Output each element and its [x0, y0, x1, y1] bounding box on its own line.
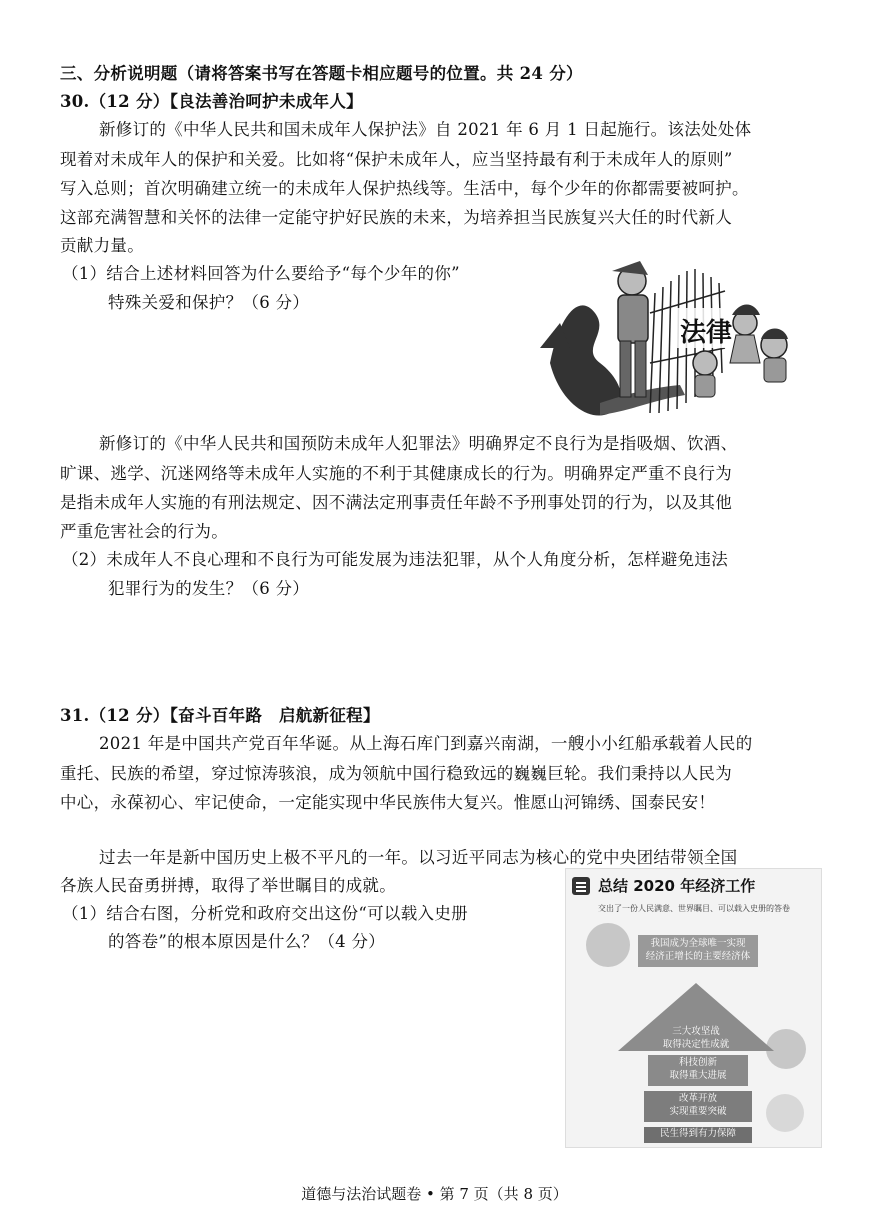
child-head — [693, 351, 717, 375]
q30-para2-line: 旷课、逃学、沉迷网络等未成年人实施的不利于其健康成长的行为。明确界定严重不良行为 — [60, 464, 732, 483]
q30-sub1-line: 特殊关爱和保护？（6 分） — [108, 293, 310, 312]
section-heading: 三、分析说明题（请将答案书写在答题卡相应题号的位置。共 24 分） — [60, 64, 583, 83]
q31-para1-line: 2021 年是中国共产党百年华诞。从上海石库门到嘉兴南湖，一艘小小红船承载着人民的 — [99, 734, 753, 753]
infographic-subtitle: 交出了一份人民满意、世界瞩目、可以载入史册的答卷 — [598, 904, 790, 913]
q30-para1-line: 贡献力量。 — [60, 236, 144, 255]
q31-para2-line: 过去一年是新中国历史上极不平凡的一年。以习近平同志为核心的党中央团结带领全国 — [99, 848, 738, 867]
economic-summary-infographic — [565, 868, 822, 1148]
q30-para1-line: 现着对未成年人的保护和关爱。比如将“保护未成年人，应当坚持最有利于未成年人的原则” — [60, 150, 733, 169]
achievement-block — [654, 1025, 738, 1053]
infographic-title: 总结 2020 年经济工作 — [598, 877, 756, 895]
check-decoration — [766, 1094, 804, 1132]
document-icon — [572, 877, 590, 895]
q30-para1-line: 写入总则；首次明确建立统一的未成年人保护热线等。生活中，每个少年的你都需要被呵护。 — [60, 179, 749, 198]
cartoon-label: 法律 — [680, 318, 733, 348]
q30-para2-line: 新修订的《中华人民共和国预防未成年人犯罪法》明确界定不良行为是指吸烟、饮酒、 — [99, 434, 738, 453]
q31-para2-line: 各族人民奋勇拼搏，取得了举世瞩目的成就。 — [60, 876, 396, 895]
achievement-text: 实现重要突破 — [669, 1106, 727, 1117]
achievement-block — [648, 1055, 748, 1086]
q30-para2-line: 是指未成年人实施的有刑法规定、因不满法定刑事责任年龄不予刑事处罚的行为，以及其他 — [60, 493, 732, 512]
achievement-text: 我国成为全球唯一实现 — [650, 938, 746, 949]
q30-sub2-line: 犯罪行为的发生？（6 分） — [108, 579, 310, 598]
q30-para1-line: 新修订的《中华人民共和国未成年人保护法》自 2021 年 6 月 1 日起施行。该法处处体 — [99, 120, 752, 139]
q30-sub1-line: （1）结合上述材料回答为什么要给予“每个少年的你” — [62, 264, 460, 283]
q30-para1-line: 这部充满智慧和关怀的法律一定能守护好民族的未来，为培养担当民族复兴大任的时代新人 — [60, 208, 732, 227]
page-footer: 道德与法治试题卷 • 第 7 页（共 8 页） — [301, 1185, 568, 1203]
q30-para2-line: 严重危害社会的行为。 — [60, 522, 228, 541]
achievement-text: 经济正增长的主要经济体 — [645, 951, 751, 962]
q30-title: 30.（12 分）【良法善治呵护未成年人】 — [60, 92, 363, 111]
achievement-text: 取得重大进展 — [669, 1070, 727, 1081]
q31-para1-line: 中心，永葆初心、牢记使命，一定能实现中华民族伟大复兴。惟愿山河锦绣、国泰民安！ — [60, 793, 716, 812]
achievement-text: 改革开放 — [678, 1093, 717, 1104]
q31-sub1-line: 的答卷”的根本原因是什么？（4 分） — [108, 932, 386, 951]
cartoon-illustration — [540, 253, 805, 443]
q31-sub1-line: （1）结合右图，分析党和政府交出这份“可以载入史册 — [62, 904, 468, 923]
achievement-text: 科技创新 — [678, 1057, 717, 1068]
q31-title: 31.（12 分）【奋斗百年路 启航新征程】 — [60, 706, 380, 725]
achievement-text: 三大攻坚战 — [672, 1026, 720, 1037]
q31-para1-line: 重托、民族的希望，穿过惊涛骇浪，成为领航中国行稳致远的巍巍巨轮。我们秉持以人民为 — [60, 764, 732, 783]
achievement-block: 民生得到有力保障 — [644, 1127, 752, 1143]
achievement-block — [644, 1091, 752, 1122]
q30-sub2-line: （2）未成年人不良心理和不良行为可能发展为违法犯罪，从个人角度分析，怎样避免违法 — [62, 550, 728, 569]
shadow-figure — [550, 305, 621, 415]
achievement-block — [638, 935, 758, 967]
globe-decoration — [586, 923, 630, 967]
achievement-text: 取得决定性成就 — [662, 1039, 730, 1050]
